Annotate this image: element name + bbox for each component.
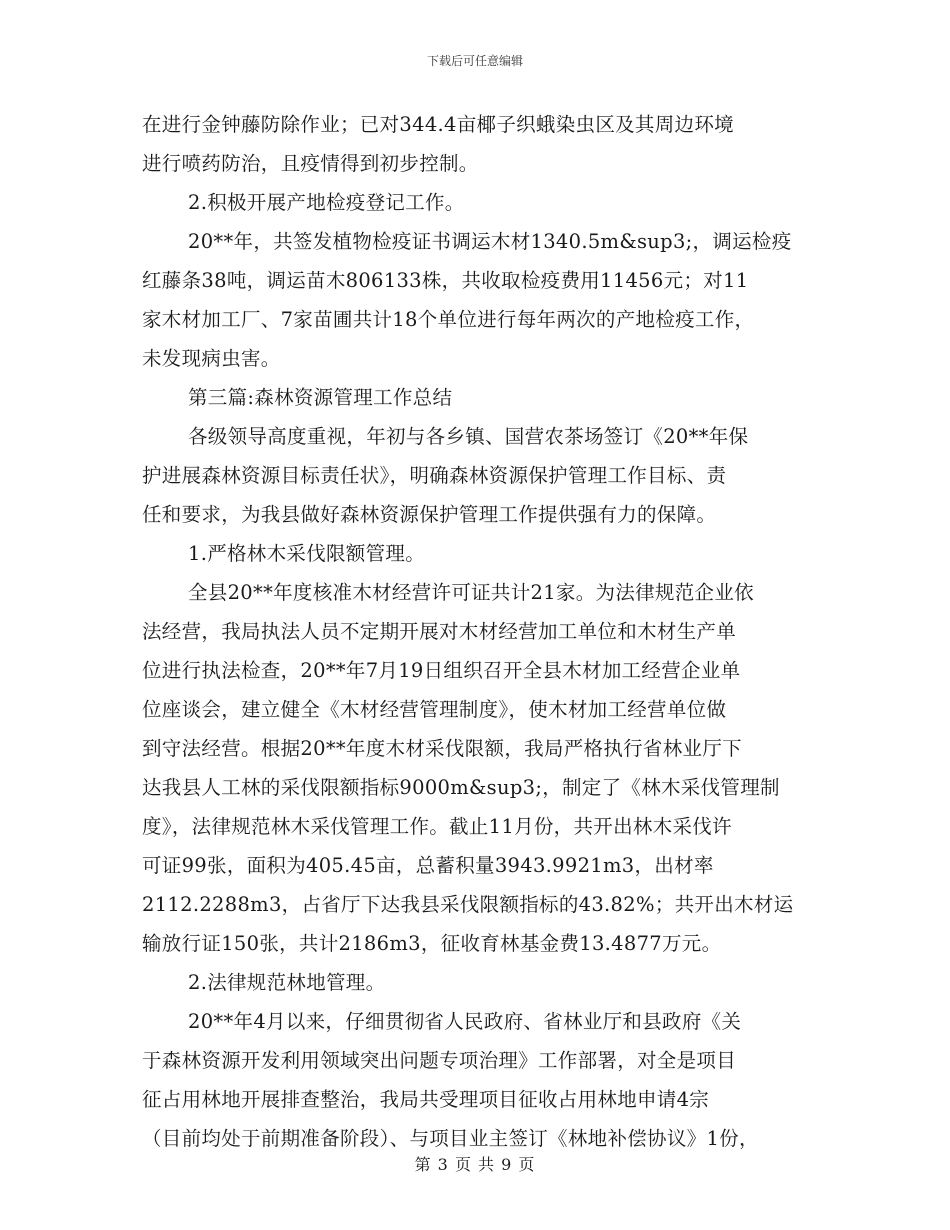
- text-line: 2.积极开展产地检疫登记工作。: [188, 191, 465, 214]
- text-line: 红藤条38吨，调运苗木806133株，共收取检疫费用11456元；对11: [142, 269, 749, 292]
- text-line: 可证99张，面积为405.45亩，总蓄积量3943.9921m3，出材率: [142, 854, 714, 877]
- text-line: 法经营，我局执法人员不定期开展对木材经营加工单位和木材生产单: [142, 620, 737, 643]
- document-body: [142, 105, 822, 1158]
- text-line: 进行喷药防治，且疫情得到初步控制。: [142, 152, 479, 175]
- text-line: 护进展森林资源目标责任状》，明确森林资源保护管理工作目标、责: [142, 464, 727, 487]
- text-line: 达我县人工林的采伐限额指标9000m&sup3;，制定了《林木采伐管理制: [142, 776, 780, 799]
- text-line: 第三篇:森林资源管理工作总结: [188, 386, 453, 409]
- text-line: 1.严格林木采伐限额管理。: [188, 542, 426, 565]
- text-line: 家木材加工厂、7家苗圃共计18个单位进行每年两次的产地检疫工作，: [142, 308, 755, 331]
- text-line: 度》，法律规范林木采伐管理工作。截止11月份，共开出林木采伐许: [142, 815, 732, 838]
- text-line: （目前均处于前期准备阶段）、与项目业主签订《林地补偿协议》1份，: [142, 1127, 759, 1150]
- text-line: 各级领导高度重视，年初与各乡镇、国营农茶场签订《20**年保: [188, 425, 749, 448]
- text-line: 未发现病虫害。: [142, 347, 281, 370]
- text-line: 征占用林地开展排查整治，我局共受理项目征收占用林地申请4宗: [142, 1088, 710, 1111]
- text-line: 20**年4月以来，仔细贯彻省人民政府、省林业厅和县政府《关: [188, 1010, 742, 1033]
- text-line: 2112.2288m3，占省厅下达我县采伐限额指标的43.82%；共开出木材运: [142, 893, 794, 916]
- text-line: 输放行证150张，共计2186m3，征收育林基金费13.4877万元。: [142, 932, 722, 955]
- text-line: 到守法经营。根据20**年度木材采伐限额，我局严格执行省林业厅下: [142, 737, 742, 760]
- text-line: 2.法律规范林地管理。: [188, 971, 386, 994]
- page-footer: 第 3 页 共 9 页: [414, 1155, 536, 1174]
- text-line: 任和要求，为我县做好森林资源保护管理工作提供强有力的保障。: [142, 503, 717, 526]
- text-line: 20**年，共签发植物检疫证书调运木材1340.5m&sup3;，调运检疫: [188, 230, 792, 253]
- text-line: 位进行执法检查，20**年7月19日组织召开全县木材加工经营企业单: [142, 659, 741, 682]
- page-header: 下载后可任意编辑: [426, 54, 523, 68]
- text-line: 位座谈会，建立健全《木材经营管理制度》，使木材加工经营单位做: [142, 698, 727, 721]
- text-line: 全县20**年度核准木材经营许可证共计21家。为法律规范企业依: [188, 581, 754, 604]
- text-line: 在进行金钟藤防除作业；已对344.4亩椰子织蛾染虫区及其周边环境: [142, 113, 734, 136]
- text-line: 于森林资源开发利用领域突出问题专项治理》工作部署，对全是项目: [142, 1049, 737, 1072]
